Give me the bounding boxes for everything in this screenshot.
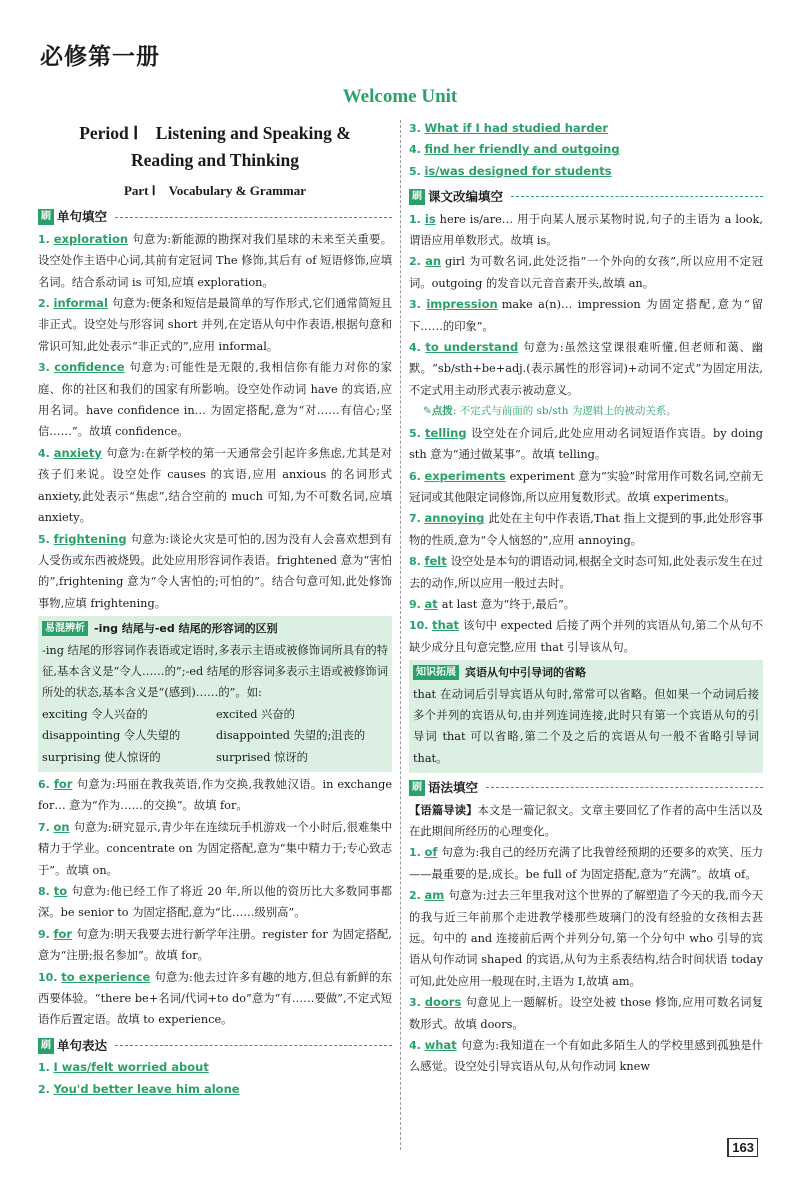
list-item: [409, 118, 763, 139]
item-answer: is: [424, 211, 436, 226]
item-explanation: 句意为:在新学校的第一天通常会引起许多焦虑,尤其是对孩子们来说。设空处作 causes 的宾语,应用 anxious 的名词形式 anxiety,此处表示“焦虑”,结合空前的 much 可知,为不可数名词,应填 anxiety。: [38, 446, 392, 525]
item-explanation: make a(n)… impression 为固定搭配,意为“留下……的印象”。: [409, 298, 764, 333]
section-header-fill-blank: [38, 206, 392, 227]
item-number: 5.: [38, 532, 50, 546]
section-rule: [486, 787, 763, 788]
box-title-row: [42, 618, 388, 639]
column-divider: [400, 120, 401, 1150]
section-rule: [115, 1045, 392, 1046]
item-number: 1.: [409, 212, 421, 226]
item-explanation: 句意为:过去三年里我对这个世界的了解塑造了今天的我,而今天的我与近三年前那个走进教学楼那些玻璃门的没有经验的女孩相去甚远。句中的 and 连接前后两个并列分句,第一个分句中 who 引导的宾语从句作动词 shaped 的宾语,从句为主系表结构,结合时间状语 today 可知,此处应用一般现在时,主语为 I,故填 am。: [409, 889, 763, 988]
item-explanation: 句意为:玛丽在教我英语,作为交换,我教她汉语。in exchange for… 意为“作为……的交换”。故填 for。: [38, 777, 393, 813]
item-answer: informal: [53, 296, 108, 311]
guide-label: 【语篇导读】: [409, 803, 478, 817]
item-number: 3.: [38, 361, 50, 375]
item-explanation: at last 意为“终于,最后”。: [441, 597, 576, 611]
section-header-text-adaptation: [409, 186, 763, 207]
item-number: 3.: [409, 122, 421, 135]
list-item: [409, 842, 763, 885]
section-rule: [511, 196, 763, 197]
item-number: 9.: [38, 927, 50, 941]
box-text: that 在动词后引导宾语从句时,常常可以省略。但如果一个动词后接多个并列的宾语从句,由并列连词连接,此时只有第一个宾语从句的引导词 that 可以省略,第二个及之后的宾语从句一般不省略引导词 that。: [413, 687, 759, 765]
list-item: [409, 337, 763, 401]
period-title-line2: Reading and Thinking: [131, 150, 299, 170]
item-explanation: 设空处是本句的谓语动词,根据全文时态可知,此处表示发生在过去的动作,所以应用一般过去时。: [409, 555, 764, 590]
grammar-fill-list: [409, 842, 763, 1077]
pair-ed: excited 兴奋的: [216, 707, 295, 721]
list-item: [38, 817, 392, 881]
pair-ed: surprised 惊讶的: [216, 750, 308, 764]
item-number: 8.: [38, 885, 50, 898]
list-item: [409, 251, 763, 294]
list-item: [38, 293, 392, 357]
section-label: 单句填空: [57, 209, 108, 225]
item-answer: for: [53, 776, 73, 791]
box-text: -ing 结尾的形容词作表语或定语时,多表示主语或被修饰词所具有的特征,基本含义是“令人……的”;-ed 结尾的形容词多表示主语或被修饰词所处的状态,基本含义是“(感到)……的”。如:: [42, 643, 388, 700]
pair-ed: disappointed 失望的;沮丧的: [216, 729, 366, 743]
item-explanation: girl 为可数名词,此处泛指“一个外向的女孩”,所以应用不定冠词。outgoing 的发音以元音音素开头,故填 an。: [409, 255, 764, 290]
item-answer: an: [425, 254, 442, 269]
box-tag: 易混辨析: [42, 621, 88, 636]
item-answer: on: [53, 819, 70, 834]
unit-title: Welcome Unit: [342, 86, 458, 107]
left-column: [38, 118, 392, 1100]
item-answer: of: [424, 845, 438, 860]
item-explanation: 设空处在介词后,此处应用动名词短语作宾语。by doing sth 意为“通过做某事”。故填 telling。: [409, 426, 764, 462]
item-explanation: 句意为:他已经工作了将近 20 年,所以他的资历比大多数同事都深。be senior to 为固定搭配,意为“比……级别高”。: [38, 885, 392, 920]
list-item: [38, 1079, 392, 1100]
confusion-analysis-box: [38, 616, 392, 772]
item-number: 10.: [38, 970, 58, 984]
item-number: 6.: [38, 777, 50, 791]
item-answer: confidence: [54, 360, 125, 375]
item-answer: find her friendly and outgoing: [424, 142, 620, 157]
pair-ing: disappointing 令人失望的: [42, 729, 181, 743]
item-answer: to understand: [425, 340, 519, 355]
item-explanation: 句意为:便条和短信是最简单的写作形式,它们通常简短且非正式。设空处与形容词 short 并列,在定语从句中作表语,根据句意和常识可知,此处表示“非正式的”,应用 informal。: [38, 297, 392, 353]
item-answer: is/was designed for students: [424, 163, 612, 178]
item-answer: frightening: [53, 531, 127, 546]
item-number: 7.: [409, 512, 421, 526]
list-item: [38, 529, 392, 615]
section-header-sentence-expression: [38, 1035, 392, 1056]
item-explanation: 句意为:研究显示,青少年在连续玩手机游戏一个小时后,很难集中精力于学业。concentrate on 为固定搭配,意为“集中精力于;专心致志于”。故填 on。: [38, 820, 392, 877]
list-item: [38, 881, 392, 924]
item-explanation: 句意为:新能源的勘探对我们星球的未来至关重要。设空处作主语中心词,其前有定冠词 The 修饰,其后有 of 短语修饰,应填名词。结合系动词 is 可知,应填 exploration。: [38, 232, 393, 289]
right-column: [409, 118, 763, 1078]
list-item: [409, 508, 763, 551]
tip-text: 不定式与前面的 sb/sth 为逻辑上的被动关系。: [459, 405, 677, 418]
item-number: 3.: [409, 298, 421, 312]
item-answer: to experience: [61, 969, 151, 984]
adjective-pairs: [42, 704, 388, 768]
item-answer: felt: [424, 554, 447, 569]
item-number: 2.: [38, 1082, 50, 1096]
passage-guide: [409, 800, 763, 843]
item-explanation: 该句中 expected 后接了两个并列的宾语从句,第二个从句不缺少成分且句意完整,应用 that 引导该从句。: [409, 619, 763, 654]
item-number: 10.: [409, 619, 429, 633]
pair-ing: surprising 使人惊讶的: [42, 750, 161, 764]
section-label: 语法填空: [428, 780, 479, 796]
item-answer: telling: [425, 425, 467, 440]
item-number: 1.: [38, 1061, 50, 1075]
list-item: [409, 423, 763, 466]
list-item: [38, 357, 392, 443]
item-explanation: 句意为:可能性是无限的,我相信你有能力对你的家庭、你的社区和我们的国家有所影响。设空处作动词 have 的宾语,应用名词。have confidence in… 为固定搭配,意为“对……有信心;坚信……”。故填 confidence。: [38, 361, 393, 439]
list-item: [38, 229, 392, 293]
item-explanation: 句意为:我自己的经历充满了比我曾经预期的还要多的欢笑、压力——最重要的是,成长。be full of 为固定搭配,意为“充满”。故填 of。: [409, 846, 764, 881]
list-item: [38, 1057, 392, 1078]
part-title: Part Ⅰ Vocabulary & Grammar: [123, 183, 307, 198]
item-answer: exploration: [53, 231, 129, 246]
box-title: -ing 结尾与-ed 结尾的形容词的区别: [94, 622, 278, 636]
tip-note: ✎点拨: 不定式与前面的 sb/sth 为逻辑上的被动关系。: [423, 405, 677, 418]
item-number: 8.: [409, 555, 421, 569]
list-item: [409, 209, 763, 252]
item-answer: annoying: [424, 511, 485, 526]
item-number: 4.: [38, 446, 50, 460]
expression-list-cont: [409, 118, 763, 182]
item-explanation: 句意为:谈论火灾是可怕的,因为没有人会喜欢想到有人受伤或东西被烧毁。此处应用形容词作表语。frightened 意为“害怕的”,frightening 意为“令人害怕的;可怕的”。结合句意可知,此处修饰事物,应填 frightening。: [38, 532, 392, 610]
item-number: 1.: [38, 232, 50, 246]
item-number: 4.: [409, 143, 421, 157]
item-number: 4.: [409, 341, 421, 355]
item-explanation: 句意为:明天我要去进行新学年注册。register for 为固定搭配,意为“注册;报名参加”。故填 for。: [38, 927, 392, 963]
item-explanation: 句意为:我知道在一个有如此多陌生人的学校里感到孤独是什么感觉。设空处引导宾语从句,从句作动词 knew: [409, 1039, 764, 1074]
item-number: 2.: [409, 255, 421, 269]
item-answer: for: [53, 926, 73, 941]
item-answer: am: [424, 888, 445, 903]
list-item: [38, 443, 392, 529]
item-number: 9.: [409, 597, 421, 611]
item-explanation: here is/are… 用于向某人展示某物时说,句子的主语为 a look,谓语应用单数形式。故填 is。: [409, 212, 763, 248]
list-item: [38, 967, 392, 1031]
brush-tag: 刷: [409, 780, 425, 796]
item-explanation: 句意为:他去过许多有趣的地方,但总有新鲜的东西要体验。“there be+名词/代词+to do”意为“有……要做”,不定式短语作后置定语。故填 to experience。: [38, 970, 392, 1027]
item-number: 2.: [409, 889, 421, 903]
guide-text: 本文是一篇记叙文。文章主要回忆了作者的高中生活以及在此期间所经历的心理变化。: [409, 803, 763, 838]
box-tag: 知识拓展: [413, 665, 459, 680]
item-answer: You'd better leave him alone: [53, 1081, 240, 1096]
fill-blank-list: [38, 229, 392, 614]
knowledge-extension-box: [409, 660, 763, 773]
list-item: [409, 161, 763, 182]
section-header-grammar-fill: [409, 777, 763, 798]
expression-list: [38, 1057, 392, 1100]
list-item: [409, 1035, 763, 1078]
tip-tag: 点拨: [431, 405, 453, 418]
pair-ing: exciting 令人兴奋的: [42, 707, 148, 721]
list-item: [409, 294, 763, 337]
section-label: 课文改编填空: [428, 189, 504, 205]
item-explanation: experiment 意为“实验”时常用作可数名词,空前无冠词或其他限定词修饰,所以应用复数形式。故填 experiments。: [409, 469, 764, 504]
item-answer: experiments: [424, 468, 506, 483]
brush-tag: 刷: [38, 209, 54, 225]
section-label: 单句表达: [57, 1037, 108, 1053]
list-item: [409, 885, 763, 992]
item-answer: doors: [424, 995, 462, 1010]
item-number: 4.: [409, 1039, 421, 1053]
item-explanation: 此处在主句中作表语,That 指上文提到的事,此处形容事物的性质,意为“令人恼怒的”,应用 annoying。: [409, 512, 763, 547]
text-adaptation-list: [409, 209, 763, 659]
box-title: 宾语从句中引导词的省略: [465, 666, 586, 680]
period-title: [38, 120, 392, 174]
page-number: 163: [727, 1138, 758, 1157]
book-title: 必修第一册: [40, 44, 160, 70]
item-number: 1.: [409, 846, 421, 860]
item-answer: impression: [426, 297, 498, 312]
item-answer: anxiety: [53, 445, 102, 460]
box-title-row: [413, 662, 759, 683]
item-answer: I was/felt worried about: [53, 1060, 209, 1075]
item-number: 5.: [409, 426, 421, 440]
list-item: [38, 774, 392, 817]
item-answer: that: [432, 618, 460, 633]
brush-tag: 刷: [409, 189, 425, 205]
list-item: [38, 924, 392, 967]
brush-tag: 刷: [38, 1038, 54, 1054]
list-item: [409, 992, 763, 1035]
item-answer: at: [424, 596, 438, 611]
item-answer: to: [53, 884, 68, 898]
list-item: [409, 551, 763, 594]
item-number: 7.: [38, 820, 50, 834]
item-answer: what: [424, 1038, 457, 1053]
list-item: [409, 466, 763, 509]
period-title-line1: Period Ⅰ Listening and Speaking &: [79, 123, 351, 143]
item-number: 6.: [409, 469, 421, 483]
item-explanation: 句意见上一题解析。设空处被 those 修饰,应用可数名词复数形式。故填 doors。: [409, 996, 764, 1031]
item-answer: What if I had studied harder: [424, 121, 609, 135]
list-item: [409, 594, 763, 615]
item-explanation: 句意为:虽然这堂课很难听懂,但老师和蔼、幽默。“sb/sth+be+adj.(表示属性的形容词)+动词不定式”为固定用法,不定式用主动形式表示被动意义。: [409, 341, 764, 397]
list-item: [409, 615, 763, 658]
fill-blank-list-2: [38, 774, 392, 1031]
item-number: 2.: [38, 297, 50, 311]
section-rule: [115, 217, 392, 218]
item-number: 3.: [409, 996, 421, 1010]
list-item: [409, 139, 763, 160]
item-number: 5.: [409, 164, 421, 178]
